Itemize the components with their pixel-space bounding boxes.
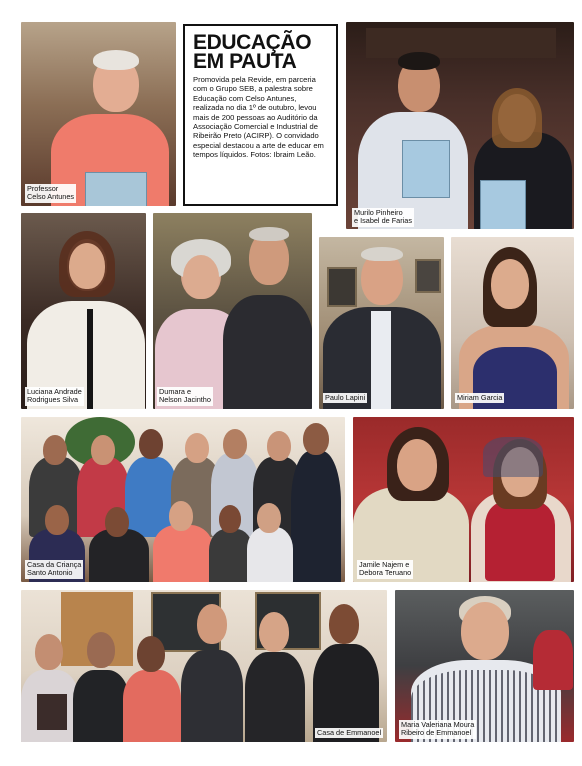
photo-miriam-garcia [451, 237, 574, 409]
photo-jamile-debora [353, 417, 574, 582]
caption-miriam: Miriam Garcia [457, 393, 503, 402]
person-figure [21, 213, 146, 409]
caption-casa-crianca: Casa da Criança Santo Antonio [27, 560, 82, 578]
caption-murilo: Murilo Pinheiro e Isabel de Farias [354, 208, 413, 226]
person-figure [451, 237, 574, 409]
caption-luciana: Luciana Andrade Rodrigues Silva [27, 387, 82, 405]
caption-maria: Maria Valeriana Moura Ribeiro de Emmanoel [401, 720, 475, 738]
person-figures [353, 417, 574, 582]
caption-celso: Professor Celso Antunes [27, 184, 75, 202]
group-figures [21, 590, 387, 742]
group-figures [21, 417, 345, 582]
article-title [193, 33, 328, 71]
photo-casa-de-emmanoel [21, 590, 387, 742]
photo-dumara-nelson [153, 213, 312, 409]
photo-murilo-isabel [346, 22, 574, 229]
caption-paulo: Paulo Lapini [325, 393, 366, 402]
magazine-held [402, 140, 450, 198]
person-figures [346, 22, 574, 229]
photo-paulo-lapini [319, 237, 444, 409]
person-figure [21, 22, 176, 206]
person-figure [319, 237, 444, 409]
photo-maria-valeriana [395, 590, 574, 742]
caption-emmanoel: Casa de Emmanoel [317, 728, 382, 737]
person-figures [153, 213, 312, 409]
magazine-held [37, 694, 67, 730]
photo-luciana [21, 213, 146, 409]
title-line-2: EM PAUTA [193, 50, 297, 73]
article-box [183, 24, 338, 206]
magazine-held [85, 172, 147, 206]
title-line-1: EDUCAÇÃO [193, 31, 312, 54]
photo-celso-antunes [21, 22, 176, 206]
article-body: Promovida pela Revide, em parceria com o Grupo SEB, a palestra sobre Educação com Celso Antunes, realizada no dia 1º de outubro, levou mais de 200 pessoas ao Auditório da Associação Comercial e Industrial de Ribeirão Preto (ACIRP). O convidado especial destacou a arte de educar em tempos líquidos. Fotos: Ibraim Leão. [193, 75, 324, 160]
photo-casa-da-crianca [21, 417, 345, 582]
caption-dumara: Dumara e Nelson Jacintho [159, 387, 211, 405]
caption-jamile: Jamile Najem e Debora Teruano [359, 560, 412, 578]
magazine-held [480, 180, 526, 229]
